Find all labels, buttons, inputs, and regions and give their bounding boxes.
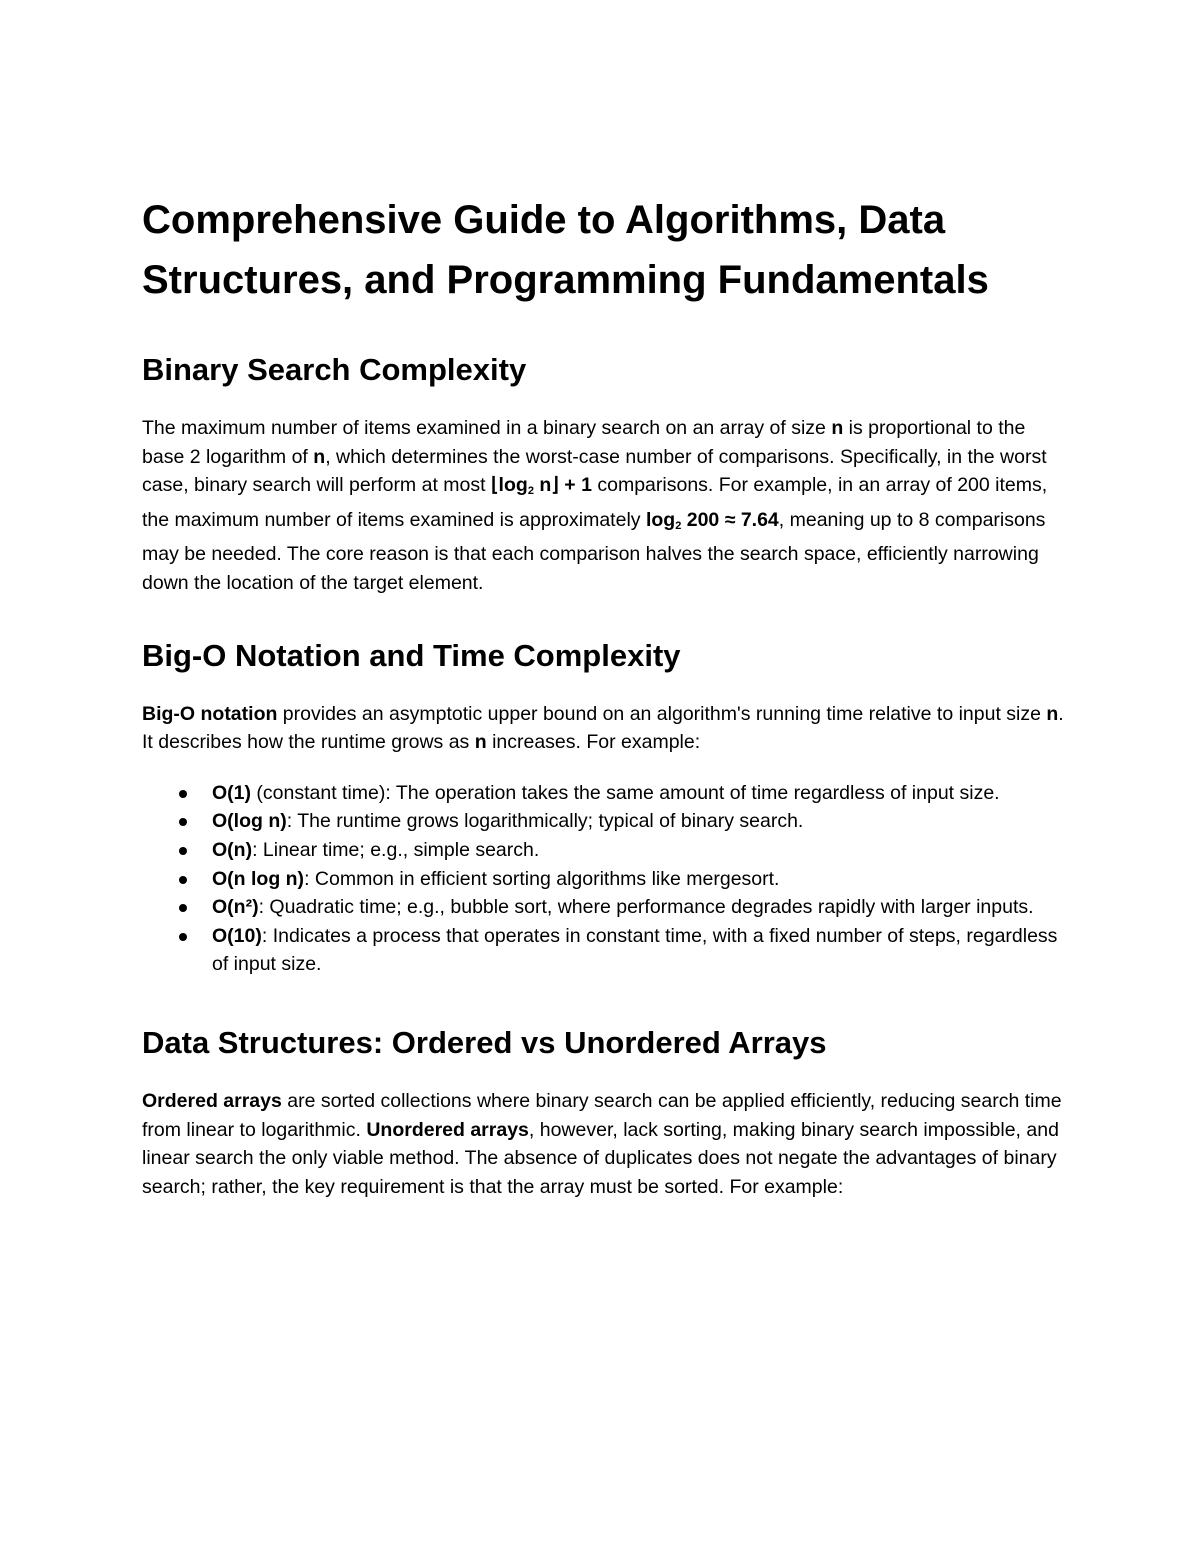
bullet-icon xyxy=(179,818,187,826)
text-run: The maximum number of items examined in a binary search on an array of size xyxy=(142,417,832,439)
text-run: increases. For example: xyxy=(486,731,701,754)
list-item-text: : Common in efficient sorting algorithms like mergesort. xyxy=(304,867,780,890)
list-item-text: : Linear time; e.g., simple search. xyxy=(252,838,540,861)
formula-subscript: 2 xyxy=(675,519,682,532)
bullet-icon xyxy=(179,876,187,884)
list-item-term: O(n log n) xyxy=(212,867,305,890)
big-o-paragraph xyxy=(142,700,1067,757)
text-run: , however, lack sorting, making binary search impossible, and linear search the only viable method. The absence of duplicates does not negate the advantages of binary search; rather, the key requirement is that the array must be sorted. For example: xyxy=(142,1118,1059,1198)
complexity-list xyxy=(142,779,1067,979)
formula-subscript: 2 xyxy=(527,485,534,498)
list-item-text: (constant time): The operation takes the same amount of time regardless of input size. xyxy=(251,781,1000,804)
bullet-icon xyxy=(179,847,187,855)
list-item-text: : Indicates a process that operates in constant time, with a fixed number of steps, regardless of input size. xyxy=(212,924,1058,976)
section-heading-big-o: Big-O Notation and Time Complexity xyxy=(142,637,681,673)
formula-floor-log xyxy=(491,474,592,496)
list-item-term: O(10) xyxy=(212,924,262,947)
list-item-text: : The runtime grows logarithmically; typical of binary search. xyxy=(286,810,804,833)
list-item xyxy=(142,836,1067,865)
formula-log-200 xyxy=(646,509,779,531)
text-run: provides an asymptotic upper bound on an algorithm's running time relative to input size xyxy=(277,702,1047,725)
bold-run: Unordered arrays xyxy=(366,1118,529,1141)
bold-run: Big-O notation xyxy=(142,702,278,725)
binary-search-paragraph xyxy=(142,414,1067,598)
list-item xyxy=(142,922,1067,979)
section-heading-binary-search: Binary Search Complexity xyxy=(142,352,527,387)
list-item xyxy=(142,893,1067,922)
bold-run: n xyxy=(313,445,326,468)
bold-run: n xyxy=(831,417,844,439)
list-item-text: : Quadratic time; e.g., bubble sort, where performance degrades rapidly with larger inputs. xyxy=(258,896,1034,919)
text-run: is proportional to the base 2 logarithm of xyxy=(142,417,1026,468)
list-item-term: O(n) xyxy=(212,838,253,861)
text-run: , meaning up to 8 comparisons may be needed. The core reason is that each comparison halves the search space, efficiently narrowing down the location of the target element. xyxy=(142,508,1046,594)
bold-run: Ordered arrays xyxy=(142,1089,282,1112)
arrays-paragraph xyxy=(142,1087,1067,1201)
list-item xyxy=(142,807,1067,836)
formula-part: ⌊log xyxy=(490,474,528,497)
document-page xyxy=(142,190,1067,1239)
list-item xyxy=(142,779,1067,808)
list-item-term: O(log n) xyxy=(212,810,287,833)
section-heading-data-structures: Data Structures: Ordered vs Unordered Arrays xyxy=(142,1024,827,1060)
document-title: Comprehensive Guide to Algorithms, Data Structures, and Programming Fundamentals xyxy=(142,198,989,302)
bold-run: n xyxy=(1046,702,1059,725)
bullet-icon xyxy=(179,790,187,798)
text-run: are sorted collections where binary search can be applied efficiently, reducing search time from linear to logarithmic. xyxy=(142,1089,1062,1141)
formula-part: log xyxy=(645,508,676,531)
formula-part: n⌋ + 1 xyxy=(533,474,592,497)
bullet-icon xyxy=(179,904,187,912)
bullet-icon xyxy=(179,933,187,941)
text-run: , which determines the worst-case number of comparisons. Specifically, in the worst case, binary search will perform at most xyxy=(142,445,1047,497)
text-run: . It describes how the runtime grows as xyxy=(142,702,1064,754)
bold-run: n xyxy=(474,731,487,754)
list-item xyxy=(142,865,1067,894)
formula-part: 200 ≈ 7.64 xyxy=(681,508,779,531)
list-item-term: O(1) xyxy=(212,781,251,804)
list-item-term: O(n²) xyxy=(212,896,259,919)
text-run: comparisons. For example, in an array of 200 items, the maximum number of items examined is approximately xyxy=(142,474,1048,531)
